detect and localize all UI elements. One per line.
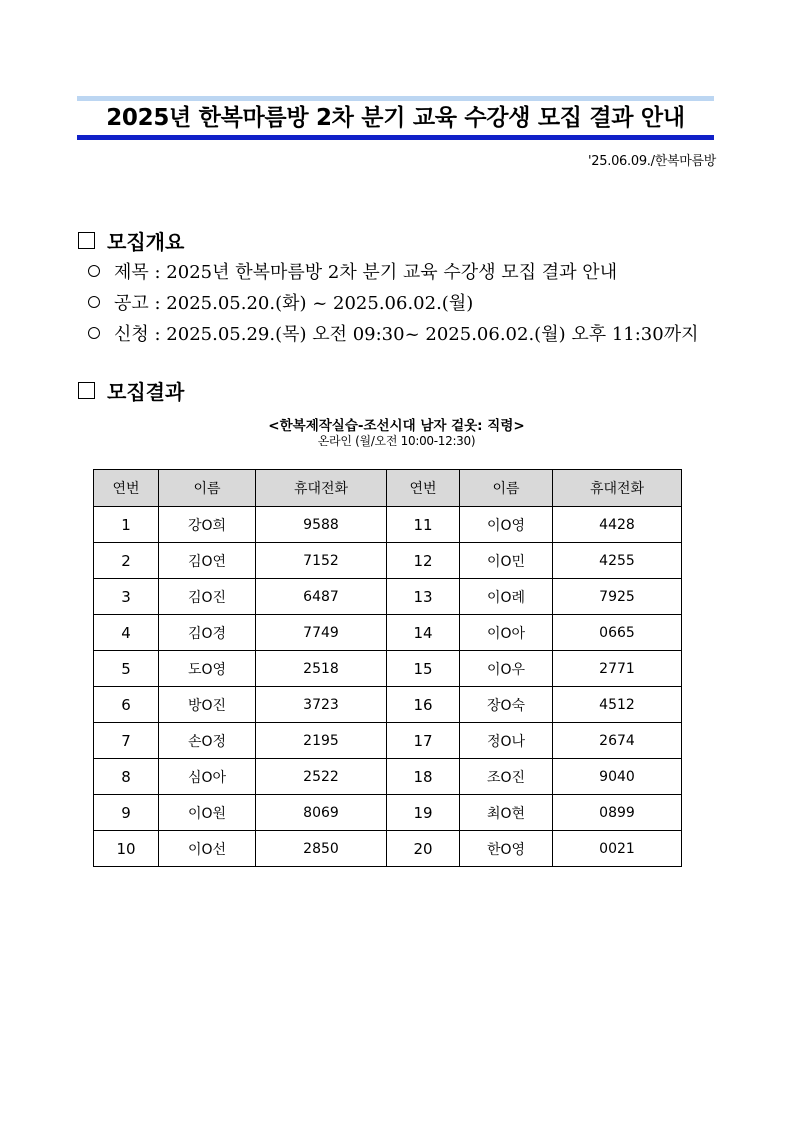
circle-bullet-icon — [88, 265, 100, 277]
table-cell: 4428 — [553, 507, 682, 543]
table-cell: 2522 — [256, 759, 387, 795]
table-cell: 9040 — [553, 759, 682, 795]
table-cell: 7152 — [256, 543, 387, 579]
table-cell: 14 — [387, 615, 460, 651]
table-cell: 김O경 — [159, 615, 256, 651]
table-cell: 10 — [94, 831, 159, 867]
table-cell: 2195 — [256, 723, 387, 759]
table-cell: 김O진 — [159, 579, 256, 615]
table-cell: 4 — [94, 615, 159, 651]
table-row — [94, 723, 682, 759]
table-cell: 0665 — [553, 615, 682, 651]
table-row — [94, 507, 682, 543]
column-header: 이름 — [159, 470, 256, 507]
table-cell: 0899 — [553, 795, 682, 831]
table-row — [94, 615, 682, 651]
table-cell: 강O희 — [159, 507, 256, 543]
section-heading-overview — [78, 226, 184, 255]
table-row — [94, 795, 682, 831]
overview-item-text: 신청 : 2025.05.29.(목) 오전 09:30~ 2025.06.02.(월) 오후 11:30까지 — [114, 324, 699, 345]
overview-item-text: 제목 : 2025년 한복마름방 2차 분기 교육 수강생 모집 결과 안내 — [114, 262, 618, 283]
table-cell: 5 — [94, 651, 159, 687]
table-cell: 한O영 — [460, 831, 553, 867]
table-cell: 이O원 — [159, 795, 256, 831]
table-cell: 13 — [387, 579, 460, 615]
table-cell: 2771 — [553, 651, 682, 687]
circle-bullet-icon — [88, 296, 100, 308]
table-cell: 2518 — [256, 651, 387, 687]
table-row — [94, 543, 682, 579]
circle-bullet-icon — [88, 327, 100, 339]
document-title: 2025년 한복마름방 2차 분기 교육 수강생 모집 결과 안내 — [106, 105, 685, 131]
table-cell: 9 — [94, 795, 159, 831]
table-row — [94, 651, 682, 687]
overview-item-application — [88, 320, 698, 346]
table-cell: 18 — [387, 759, 460, 795]
overview-item-notice — [88, 289, 473, 315]
table-row — [94, 687, 682, 723]
table-cell: 3723 — [256, 687, 387, 723]
table-cell: 4255 — [553, 543, 682, 579]
table-cell: 7749 — [256, 615, 387, 651]
table-cell: 조O진 — [460, 759, 553, 795]
table-cell: 장O숙 — [460, 687, 553, 723]
section-heading-label: 모집개요 — [107, 230, 185, 254]
table-cell: 16 — [387, 687, 460, 723]
table-cell: 이O민 — [460, 543, 553, 579]
column-header: 연번 — [94, 470, 159, 507]
table-cell: 12 — [387, 543, 460, 579]
table-cell: 방O진 — [159, 687, 256, 723]
table-cell: 7 — [94, 723, 159, 759]
table-cell: 19 — [387, 795, 460, 831]
overview-item-text: 공고 : 2025.05.20.(화) ~ 2025.06.02.(월) — [114, 293, 474, 314]
table-cell: 이O영 — [460, 507, 553, 543]
table-row — [94, 831, 682, 867]
table-cell: 이O우 — [460, 651, 553, 687]
document-date: '25.06.09./한복마름방 — [588, 154, 716, 169]
table-cell: 6 — [94, 687, 159, 723]
table-cell: 2 — [94, 543, 159, 579]
table-cell: 이O례 — [460, 579, 553, 615]
table-header-row — [94, 470, 682, 507]
table-cell: 도O영 — [159, 651, 256, 687]
square-bullet-icon — [78, 232, 95, 249]
table-cell: 2674 — [553, 723, 682, 759]
table-cell: 3 — [94, 579, 159, 615]
section-heading-results — [78, 376, 184, 405]
table-cell: 손O정 — [159, 723, 256, 759]
table-cell: 김O연 — [159, 543, 256, 579]
table-cell: 1 — [94, 507, 159, 543]
table-row — [94, 759, 682, 795]
table-cell: 2850 — [256, 831, 387, 867]
results-table — [93, 469, 682, 867]
table-cell: 15 — [387, 651, 460, 687]
table-cell: 6487 — [256, 579, 387, 615]
table-cell: 17 — [387, 723, 460, 759]
table-cell: 9588 — [256, 507, 387, 543]
section-heading-label: 모집결과 — [107, 380, 185, 404]
course-schedule: 온라인 (월/오전 10:00-12:30) — [317, 434, 476, 448]
table-cell: 11 — [387, 507, 460, 543]
column-header: 휴대전화 — [256, 470, 387, 507]
course-title: <한복제작실습-조선시대 남자 겉옷: 직령> — [268, 418, 525, 434]
title-block — [77, 96, 714, 140]
table-cell: 8069 — [256, 795, 387, 831]
square-bullet-icon — [78, 382, 95, 399]
table-cell: 이O선 — [159, 831, 256, 867]
table-row — [94, 579, 682, 615]
column-header: 이름 — [460, 470, 553, 507]
table-cell: 심O아 — [159, 759, 256, 795]
table-cell: 최O현 — [460, 795, 553, 831]
table-cell: 0021 — [553, 831, 682, 867]
column-header: 휴대전화 — [553, 470, 682, 507]
column-header: 연번 — [387, 470, 460, 507]
table-cell: 8 — [94, 759, 159, 795]
table-cell: 7925 — [553, 579, 682, 615]
overview-item-title — [88, 258, 617, 284]
table-cell: 이O아 — [460, 615, 553, 651]
table-cell: 20 — [387, 831, 460, 867]
table-cell: 정O나 — [460, 723, 553, 759]
title-bottom-bar — [77, 135, 714, 140]
table-cell: 4512 — [553, 687, 682, 723]
